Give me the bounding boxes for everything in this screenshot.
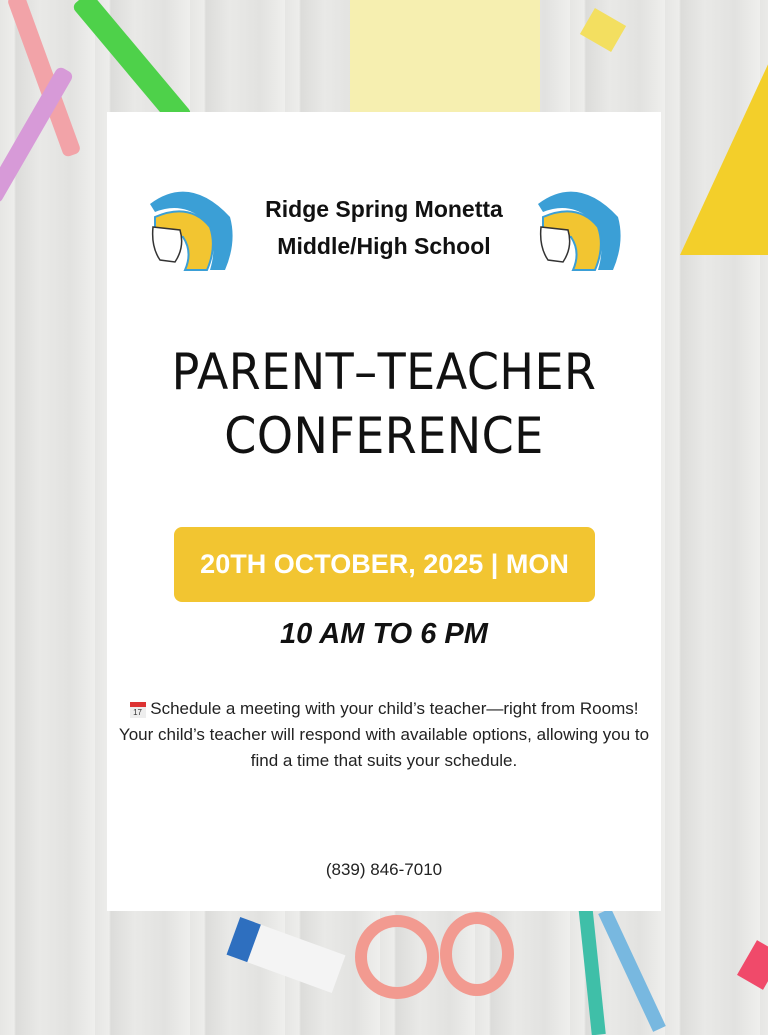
scissors-handle	[440, 912, 514, 996]
sticky-notes	[350, 0, 540, 112]
description-line2: Your child’s teacher will respond with available options, allowing you to find a time that suits your schedule.	[118, 725, 650, 770]
binder-clip	[580, 8, 626, 52]
pink-marker	[737, 940, 768, 990]
flyer-card	[107, 112, 661, 911]
school-name	[239, 191, 529, 265]
spartan-logo-icon	[145, 182, 235, 274]
ruler	[680, 60, 768, 255]
event-title-line2: CONFERENCE	[224, 407, 544, 465]
event-title-line1: PARENT–TEACHER	[171, 343, 597, 401]
description-text1: Schedule a meeting with your child’s teacher—right from Rooms!	[150, 699, 639, 718]
calendar-icon: 17	[130, 702, 146, 718]
event-time: 10 AM TO 6 PM	[280, 618, 488, 650]
phone-number: (839) 846-7010	[325, 860, 443, 879]
school-name-line1: Ridge Spring Monetta	[265, 196, 503, 222]
date-banner: 20TH OCTOBER, 2025 | MON	[174, 527, 595, 602]
school-name-line2: Middle/High School	[277, 233, 491, 259]
event-description	[117, 696, 651, 774]
teal-pencil	[578, 905, 606, 1035]
scissors	[355, 915, 439, 999]
eraser	[227, 917, 346, 993]
blue-pencil	[598, 908, 666, 1032]
green-marker	[71, 0, 192, 129]
event-title	[129, 340, 639, 468]
spartan-logo-icon	[533, 182, 623, 274]
school-header	[107, 182, 661, 274]
description-line1	[117, 696, 651, 722]
